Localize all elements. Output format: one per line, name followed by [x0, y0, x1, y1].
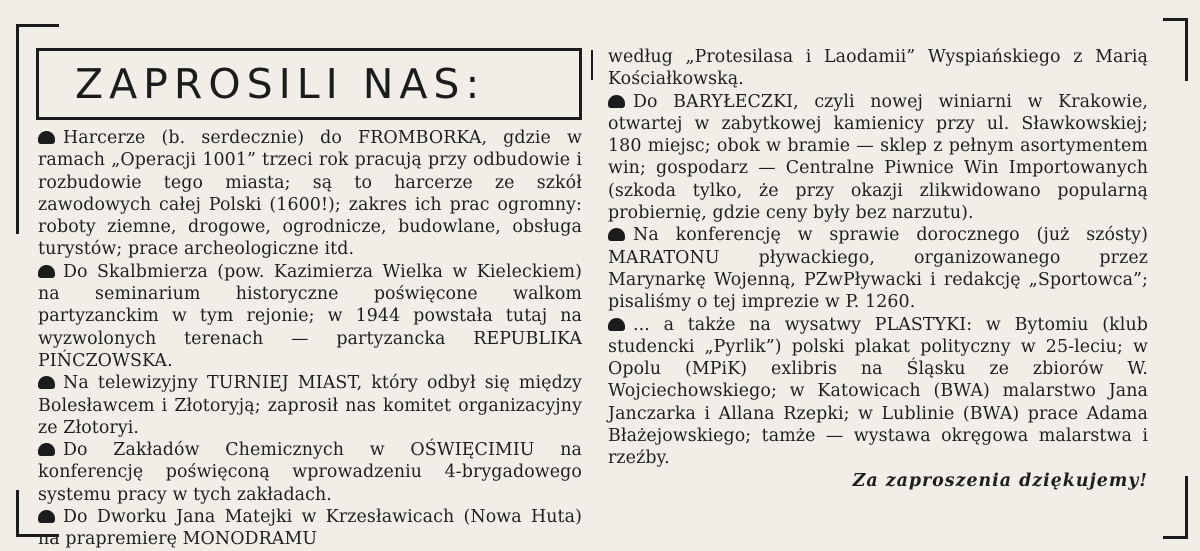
list-item	[608, 224, 1148, 313]
column-divider-mark	[591, 50, 593, 80]
list-item	[38, 261, 582, 372]
item-text: Do Zakładów Chemicznych w OŚWIĘCIMIU na konferencję poświęconą wprowadzeniu 4-brygadowego systemu pracy w tych zakładach.	[38, 440, 582, 505]
corner-bracket-top-right	[1163, 18, 1188, 81]
bullet-icon	[608, 318, 625, 331]
item-text: ... a także na wysatwy PLASTYKI: w Bytomiu (klub studencki „Pyrlik”) polski plakat polityczny w 25-leciu; w Opolu (MPiK) exlibris na Śląsku ze zbiorów W. Wojciechowskiego; w Katowicach (BWA) malarstwo Jana Janczarka i Allana Rzepki; w Lublinie (BWA) prace Adama Błażejowskiego; tamże — wystawa okręgowa malarstwa i rzeźby.	[608, 314, 1148, 469]
frame-line-left	[16, 24, 19, 234]
title-box	[36, 48, 582, 120]
item-text: Do Skalbmierza (pow. Kazimierza Wielka w Kieleckiem) na seminarium historyczne poświęcone walkom partyzanckim w tym rejonie; w 1944 powstała tutaj na wyzwolonych terenach — partyzancka REPUBLIKA PIŃCZOWSKA.	[38, 261, 582, 371]
bullet-icon	[38, 131, 55, 144]
item-text: Do BARYŁECZKI, czyli nowej winiarni w Krakowie, otwartej w zabytkowej kamienicy przy ul. Sławkowskiej; 180 miejsc; obok w bramie — sklep z pełnym asortymentem win; gospodarz — Centralne Piwnice Win Importowanych (szkoda tylko, że przy okazji zlikwidowano popularną probiernię, gdzie ceny były bez narzutu).	[608, 91, 1148, 224]
bullet-icon	[38, 265, 55, 278]
item-text: Harcerze (b. serdecznie) do FROMBORKA, gdzie w ramach „Operacji 1001” trzeci rok pracują przy odbudowie i rozbudowie tego miasta; są to harcerze ze szkół zawodowych całej Polski (1600!); zakres ich prac ogromny: roboty ziemne, drogowe, ogrodnicze, budowlane, obsługa turystów; prace archeologiczne itd.	[38, 128, 582, 260]
page-title: ZAPROSILI NAS:	[75, 60, 486, 108]
list-item	[608, 314, 1148, 470]
bullet-icon	[608, 95, 625, 108]
closing-line: Za zaproszenia dziękujemy!	[852, 470, 1148, 491]
bullet-icon	[38, 376, 55, 389]
corner-bracket-bottom-right	[1163, 476, 1188, 539]
list-item	[38, 439, 582, 506]
list-item	[608, 91, 1148, 225]
list-item	[38, 506, 582, 551]
continuation-text: według „Protesilasa i Laodamii” Wyspiańskiego z Marią Kościałkowską.	[608, 47, 1148, 90]
list-item	[38, 372, 582, 439]
right-column	[608, 46, 1148, 492]
bullet-icon	[38, 443, 55, 456]
bullet-icon	[38, 510, 55, 523]
item-text: Na telewizyjny TURNIEJ MIAST, który odbył się między Bolesławcem i Złotoryją; zaprosił nas komitet organizacyjny ze Złotoryi.	[38, 373, 582, 438]
left-column	[38, 127, 582, 551]
bullet-icon	[608, 228, 625, 241]
item-text: Na konferencję w sprawie dorocznego (już szósty) MARATONU pływackiego, organizowanego przez Marynarkę Wojenną, PZwPływacki i redakcję „Sportowca”; pisaliśmy o tej imprezie w P. 1260.	[608, 225, 1148, 313]
list-item	[38, 127, 582, 261]
item-text: Do Dworku Jana Matejki w Krzesławicach (Nowa Huta) na prapremierę MONODRAMU	[38, 507, 582, 550]
corner-bracket-top-left	[16, 24, 59, 45]
